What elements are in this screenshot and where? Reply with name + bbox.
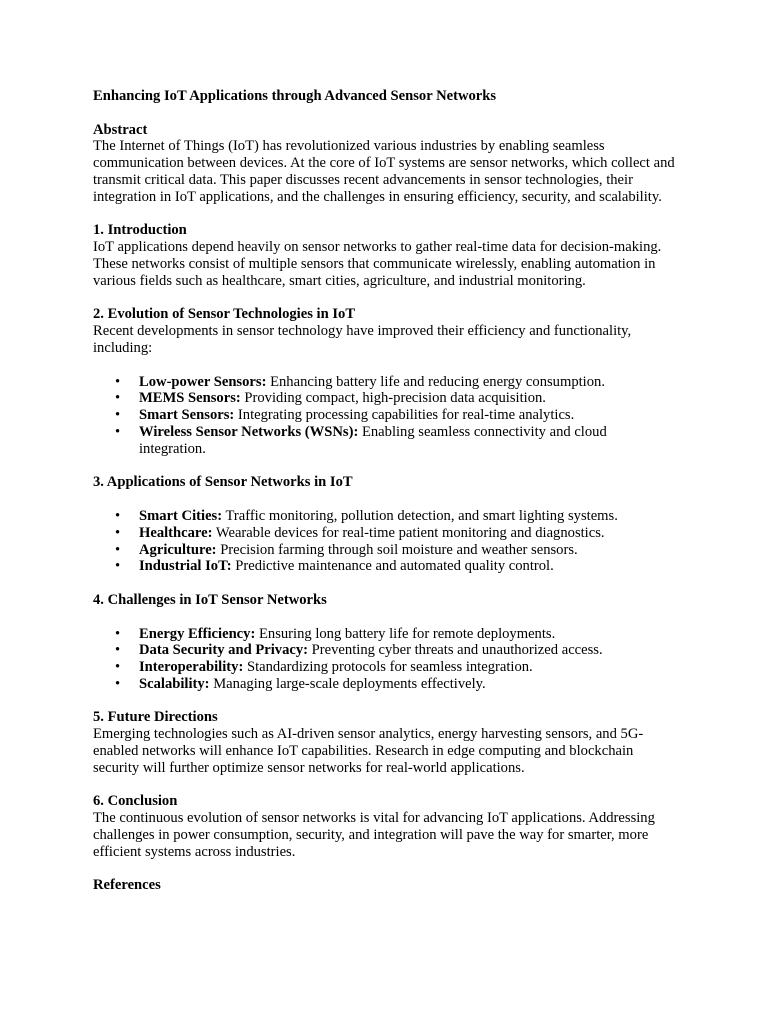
challenges-section (93, 592, 675, 693)
bullet-icon: • (115, 407, 121, 424)
list-item-term: MEMS Sensors: (139, 390, 241, 407)
list-item-desc: Providing compact, high-precision data acquisition. (240, 390, 546, 407)
challenges-heading: 4. Challenges in IoT Sensor Networks (93, 591, 327, 608)
conclusion-section (93, 793, 675, 860)
list-item-term: Wireless Sensor Networks (WSNs): (139, 423, 359, 440)
evolution-text: Recent developments in sensor technology have improved their efficiency and functionality, including: (93, 323, 632, 356)
list-item-desc: Integrating processing capabilities for real-time analytics. (234, 407, 575, 424)
list-item-term: Smart Cities: (139, 507, 223, 524)
list-item (115, 625, 675, 643)
list-item (115, 423, 675, 458)
bullet-icon: • (115, 659, 121, 676)
list-item-desc: Precision farming through soil moisture and weather sensors. (216, 541, 578, 558)
list-item-desc: Enabling seamless connectivity and cloud integration. (139, 423, 607, 457)
bullet-icon: • (115, 390, 121, 407)
evolution-section (93, 306, 675, 457)
challenges-list (93, 626, 675, 693)
future-section (93, 709, 675, 776)
bullet-icon: • (115, 541, 121, 558)
list-item-desc: Traffic monitoring, pollution detection, and smart lighting systems. (222, 507, 618, 524)
introduction-section (93, 222, 675, 289)
list-item (115, 659, 675, 676)
abstract-section (93, 122, 675, 206)
conclusion-heading: 6. Conclusion (93, 793, 178, 810)
list-item-desc: Predictive maintenance and automated quality control. (231, 558, 554, 575)
abstract-heading: Abstract (93, 121, 148, 138)
conclusion-text: The continuous evolution of sensor networks is vital for advancing IoT applications. Addressing challenges in power consumption, security, and integration will pave the way for smarter, more efficient systems across industries. (93, 810, 655, 860)
list-item-desc: Managing large-scale deployments effectively. (209, 675, 486, 692)
references-section (93, 877, 675, 894)
list-item-desc: Wearable devices for real-time patient monitoring and diagnostics. (212, 524, 605, 541)
evolution-list (93, 374, 675, 458)
list-item (115, 541, 675, 559)
list-item-term: Smart Sensors: (139, 407, 235, 424)
list-item-term: Agriculture: (139, 541, 217, 558)
list-item (115, 675, 675, 693)
abstract-text: The Internet of Things (IoT) has revolutionized various industries by enabling seamless communication between devices. At the core of IoT systems are sensor networks, which collect and transmit critical data. This paper discusses recent advancements in sensor technologies, their integration in IoT applications, and the challenges in ensuring efficiency, security, and scalability. (93, 138, 675, 205)
list-item-term: Scalability: (139, 675, 210, 692)
future-heading: 5. Future Directions (93, 709, 218, 726)
list-item-term: Interoperability: (139, 659, 244, 676)
list-item-desc: Standardizing protocols for seamless integration. (243, 659, 533, 676)
list-item-term: Industrial IoT: (139, 558, 232, 575)
bullet-icon: • (115, 507, 121, 524)
document-title: Enhancing IoT Applications through Advanced Sensor Networks (93, 88, 497, 104)
list-item (115, 407, 675, 424)
bullet-icon: • (115, 423, 121, 440)
bullet-icon: • (115, 675, 121, 692)
list-item (115, 642, 675, 659)
list-item-term: Energy Efficiency: (139, 625, 256, 642)
applications-heading: 3. Applications of Sensor Networks in IoT (93, 474, 353, 491)
bullet-icon: • (115, 558, 121, 575)
introduction-heading: 1. Introduction (93, 222, 187, 239)
list-item-term: Healthcare: (139, 524, 213, 541)
list-item-term: Data Security and Privacy: (139, 642, 309, 659)
future-text: Emerging technologies such as AI-driven sensor analytics, energy harvesting sensors, and 5G-enabled networks will enhance IoT capabilities. Research in edge computing and blockchain security will further optimize sensor networks for real-world applications. (93, 726, 644, 776)
list-item (115, 524, 675, 542)
list-item-desc: Ensuring long battery life for remote deployments. (255, 625, 556, 642)
applications-section (93, 474, 675, 575)
introduction-text: IoT applications depend heavily on sensor networks to gather real-time data for decision-making. These networks consist of multiple sensors that communicate wirelessly, enabling automation in various fields such as healthcare, smart cities, agriculture, and industrial monitoring. (93, 239, 662, 289)
bullet-icon: • (115, 373, 121, 390)
list-item-desc: Preventing cyber threats and unauthorized access. (308, 642, 603, 659)
list-item (115, 390, 675, 407)
bullet-icon: • (115, 524, 121, 541)
list-item-desc: Enhancing battery life and reducing energy consumption. (266, 373, 605, 390)
evolution-heading: 2. Evolution of Sensor Technologies in IoT (93, 306, 356, 323)
list-item (115, 558, 675, 575)
list-item (115, 507, 675, 525)
list-item-term: Low-power Sensors: (139, 373, 267, 390)
references-heading: References (93, 877, 161, 894)
applications-list (93, 508, 675, 575)
bullet-icon: • (115, 625, 121, 642)
list-item (115, 373, 675, 391)
bullet-icon: • (115, 642, 121, 659)
